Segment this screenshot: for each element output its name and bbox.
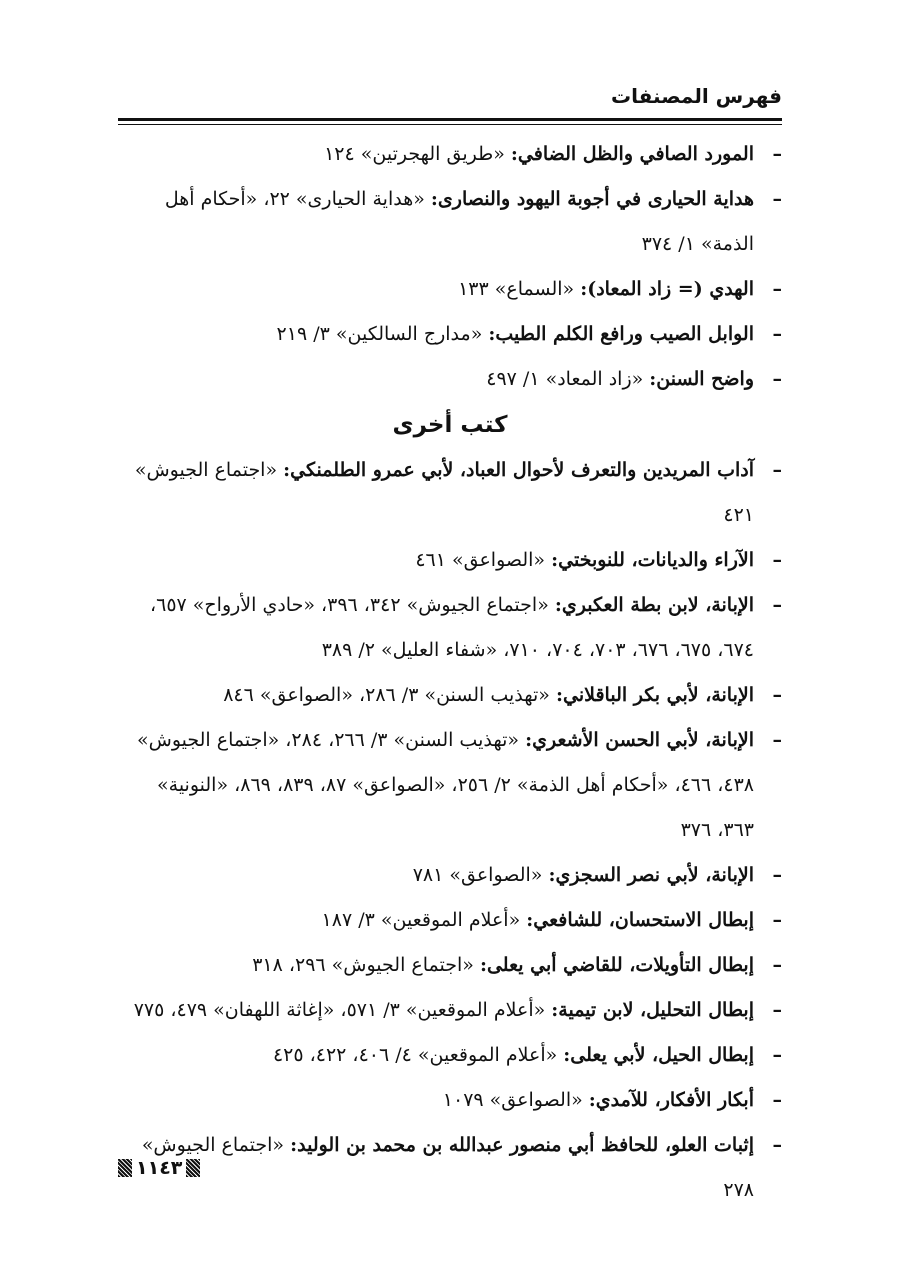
index-entry: [118, 132, 782, 177]
entry-dash: –: [772, 278, 782, 300]
index-entry: [118, 943, 782, 988]
entry-dash: –: [772, 1044, 782, 1066]
entry-dash: –: [772, 188, 782, 210]
book-title: واضح السنن:: [649, 368, 754, 390]
book-title: الإبانة، لأبي بكر الباقلاني:: [555, 684, 754, 706]
entry-dash: –: [772, 549, 782, 571]
entry-dash: –: [772, 909, 782, 931]
citation-refs: «أعلام الموقعين» ٤/ ٤٠٦، ٤٢٢، ٤٢٥: [272, 1044, 558, 1066]
index-entry: [118, 673, 782, 718]
book-title: إبطال الاستحسان، للشافعي:: [526, 909, 754, 931]
entry-dash: –: [772, 143, 782, 165]
book-title: آداب المريدين والتعرف لأحوال العباد، لأبي عمرو الطلمنكي:: [283, 459, 754, 481]
book-title: هداية الحيارى في أجوبة اليهود والنصارى:: [430, 188, 754, 210]
index-entry: [118, 177, 782, 267]
entry-list-other: [118, 448, 782, 1213]
citation-refs: «اجتماع الجيوش» ٢٧٨: [141, 1134, 754, 1201]
header-rule-thick: [118, 118, 782, 121]
entry-dash: –: [772, 1134, 782, 1156]
ornament-left-icon: [118, 1159, 132, 1177]
entry-dash: –: [772, 954, 782, 976]
entry-dash: –: [772, 999, 782, 1021]
citation-refs: «اجتماع الجيوش» ٢٩٦، ٣١٨: [252, 954, 474, 976]
book-title: الإبانة، لأبي نصر السجزي:: [548, 864, 754, 886]
book-title: إبطال التحليل، لابن تيمية:: [551, 999, 754, 1021]
citation-refs: «الصواعق» ١٠٧٩: [442, 1089, 583, 1111]
book-title: المورد الصافي والظل الضافي:: [510, 143, 754, 165]
citation-refs: «مدارج السالكين» ٣/ ٢١٩: [276, 323, 483, 345]
index-entry: [118, 1033, 782, 1078]
index-entry: [118, 357, 782, 402]
index-entry: [118, 448, 782, 538]
index-entry: [118, 538, 782, 583]
book-title: إثبات العلو، للحافظ أبي منصور عبدالله بن محمد بن الوليد:: [290, 1134, 754, 1156]
index-entry: [118, 312, 782, 357]
citation-refs: «اجتماع الجيوش» ٣٤٢، ٣٩٦، «حادي الأرواح» ٦٥٧، ٦٧٤، ٦٧٥، ٦٧٦، ٧٠٣، ٧٠٤، ٧١٠، «شفاء العليل» ٢/ ٣٨٩: [149, 594, 754, 661]
index-content: [118, 132, 782, 1213]
entry-dash: –: [772, 368, 782, 390]
entry-dash: –: [772, 864, 782, 886]
citation-refs: «اجتماع الجيوش» ٤٢١: [134, 459, 754, 526]
book-title: الإبانة، لأبي الحسن الأشعري:: [525, 729, 754, 751]
running-header: فهرس المصنفات: [611, 84, 782, 108]
citation-refs: «السماع» ١٣٣: [458, 278, 575, 300]
entry-dash: –: [772, 729, 782, 751]
entry-dash: –: [772, 684, 782, 706]
index-entry: [118, 988, 782, 1033]
entry-dash: –: [772, 594, 782, 616]
index-entry: [118, 853, 782, 898]
citation-refs: «هداية الحيارى» ٢٢، «أحكام أهل الذمة» ١/ ٣٧٤: [164, 188, 754, 255]
page-number: ١١٤٣: [136, 1157, 183, 1179]
citation-refs: «زاد المعاد» ١/ ٤٩٧: [486, 368, 644, 390]
entry-dash: –: [772, 323, 782, 345]
book-title: إبطال التأويلات، للقاضي أبي يعلى:: [479, 954, 754, 976]
book-title: الوابل الصيب ورافع الكلم الطيب:: [488, 323, 754, 345]
entry-dash: –: [772, 459, 782, 481]
entry-dash: –: [772, 1089, 782, 1111]
citation-refs: «طريق الهجرتين» ١٢٤: [324, 143, 505, 165]
citation-refs: «تهذيب السنن» ٣/ ٢٦٦، ٢٨٤، «اجتماع الجيوش» ٤٣٨، ٤٦٦، «أحكام أهل الذمة» ٢/ ٢٥٦، «الصواعق» ٨٧، ٨٣٩، ٨٦٩، «النونية» ٣٦٣، ٣٧٦: [137, 729, 754, 841]
citation-refs: «أعلام الموقعين» ٣/ ١٨٧: [321, 909, 521, 931]
index-entry: [118, 718, 782, 853]
citation-refs: «الصواعق» ٧٨١: [412, 864, 543, 886]
book-title: الآراء والديانات، للنوبختي:: [551, 549, 754, 571]
index-entry: [118, 1123, 782, 1213]
entry-list-main: [118, 132, 782, 402]
section-heading: كتب أخرى: [392, 412, 508, 438]
header-rule-thin: [118, 124, 782, 125]
book-title: الإبانة، لابن بطة العكبري:: [554, 594, 754, 616]
index-entry: [118, 583, 782, 673]
citation-refs: «الصواعق» ٤٦١: [415, 549, 546, 571]
page-footer: [118, 1157, 200, 1179]
ornament-right-icon: [186, 1159, 200, 1177]
citation-refs: «تهذيب السنن» ٣/ ٢٨٦، «الصواعق» ٨٤٦: [223, 684, 550, 706]
citation-refs: «أعلام الموقعين» ٣/ ٥٧١، «إغاثة اللهفان» ٤٧٩، ٧٧٥: [133, 999, 546, 1021]
book-title: الهدي (= زاد المعاد):: [580, 278, 754, 300]
index-entry: [118, 1078, 782, 1123]
book-title: إبطال الحيل، لأبي يعلى:: [563, 1044, 754, 1066]
index-entry: [118, 898, 782, 943]
book-title: أبكار الأفكار، للآمدي:: [588, 1089, 754, 1111]
index-entry: [118, 267, 782, 312]
